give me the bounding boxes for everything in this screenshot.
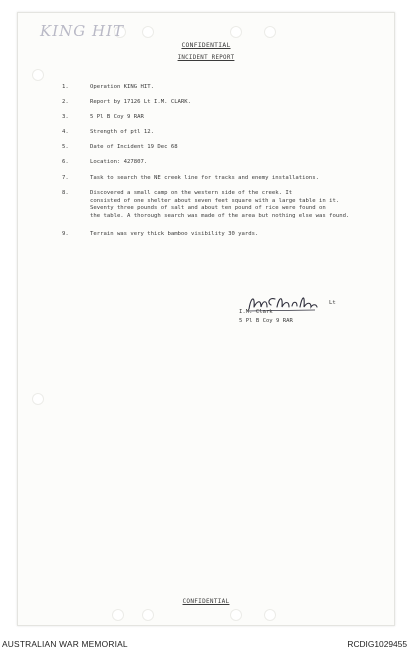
item-number: 4. bbox=[62, 129, 69, 135]
punch-hole bbox=[32, 69, 44, 81]
item-text: Location: 427807. bbox=[90, 159, 148, 165]
punch-hole bbox=[264, 609, 276, 621]
archive-institution: AUSTRALIAN WAR MEMORIAL bbox=[2, 639, 128, 649]
item-number: 9. bbox=[62, 231, 69, 237]
signature-rank: Lt bbox=[329, 300, 336, 306]
signatory-unit: 5 Pl B Coy 9 RAR bbox=[239, 318, 293, 324]
punch-hole bbox=[142, 26, 154, 38]
punch-hole bbox=[142, 609, 154, 621]
punch-hole bbox=[32, 393, 44, 405]
item-text bbox=[90, 190, 378, 220]
item-text-line: Discovered a small camp on the western side of the creek. It bbox=[90, 190, 293, 196]
item-text-line: Seventy three pounds of salt and about ten pound of rice were found on bbox=[90, 205, 326, 211]
item-text: Terrain was very thick bamboo visibility 30 yards. bbox=[90, 231, 259, 237]
punch-hole bbox=[112, 609, 124, 621]
item-number: 8. bbox=[62, 190, 69, 196]
punch-hole bbox=[230, 26, 242, 38]
item-text: Operation KING HIT. bbox=[90, 84, 154, 90]
handwritten-annotation: KING HIT bbox=[40, 22, 125, 40]
report-title: INCIDENT REPORT bbox=[177, 55, 235, 61]
item-number: 5. bbox=[62, 144, 69, 150]
item-text: Date of Incident 19 Dec 68 bbox=[90, 144, 178, 150]
punch-hole bbox=[230, 609, 242, 621]
signatory-name: I.M. Clark bbox=[239, 309, 273, 315]
item-text: Report by 17126 Lt I.M. CLARK. bbox=[90, 99, 192, 105]
item-text-line: the table. A thorough search was made of the area but nothing else was found. bbox=[90, 212, 350, 219]
item-text: Task to search the NE creek line for tracks and enemy installations. bbox=[90, 175, 320, 181]
document-page bbox=[17, 12, 395, 626]
item-number: 3. bbox=[62, 114, 69, 120]
item-number: 7. bbox=[62, 175, 69, 181]
item-number: 6. bbox=[62, 159, 69, 165]
item-text-line: consisted of one shelter about seven feet square with a large table in it. bbox=[90, 197, 340, 204]
item-number: 2. bbox=[62, 99, 69, 105]
classification-header: CONFIDENTIAL bbox=[181, 42, 231, 49]
archive-reference: RCDIG1029455 bbox=[347, 639, 407, 649]
archive-caption-bar bbox=[0, 634, 409, 653]
item-number: 1. bbox=[62, 84, 69, 90]
punch-hole bbox=[264, 26, 276, 38]
item-text: Strength of ptl 12. bbox=[90, 129, 154, 135]
item-text: 5 Pl B Coy 9 RAR bbox=[90, 114, 144, 120]
classification-footer: CONFIDENTIAL bbox=[182, 598, 230, 605]
